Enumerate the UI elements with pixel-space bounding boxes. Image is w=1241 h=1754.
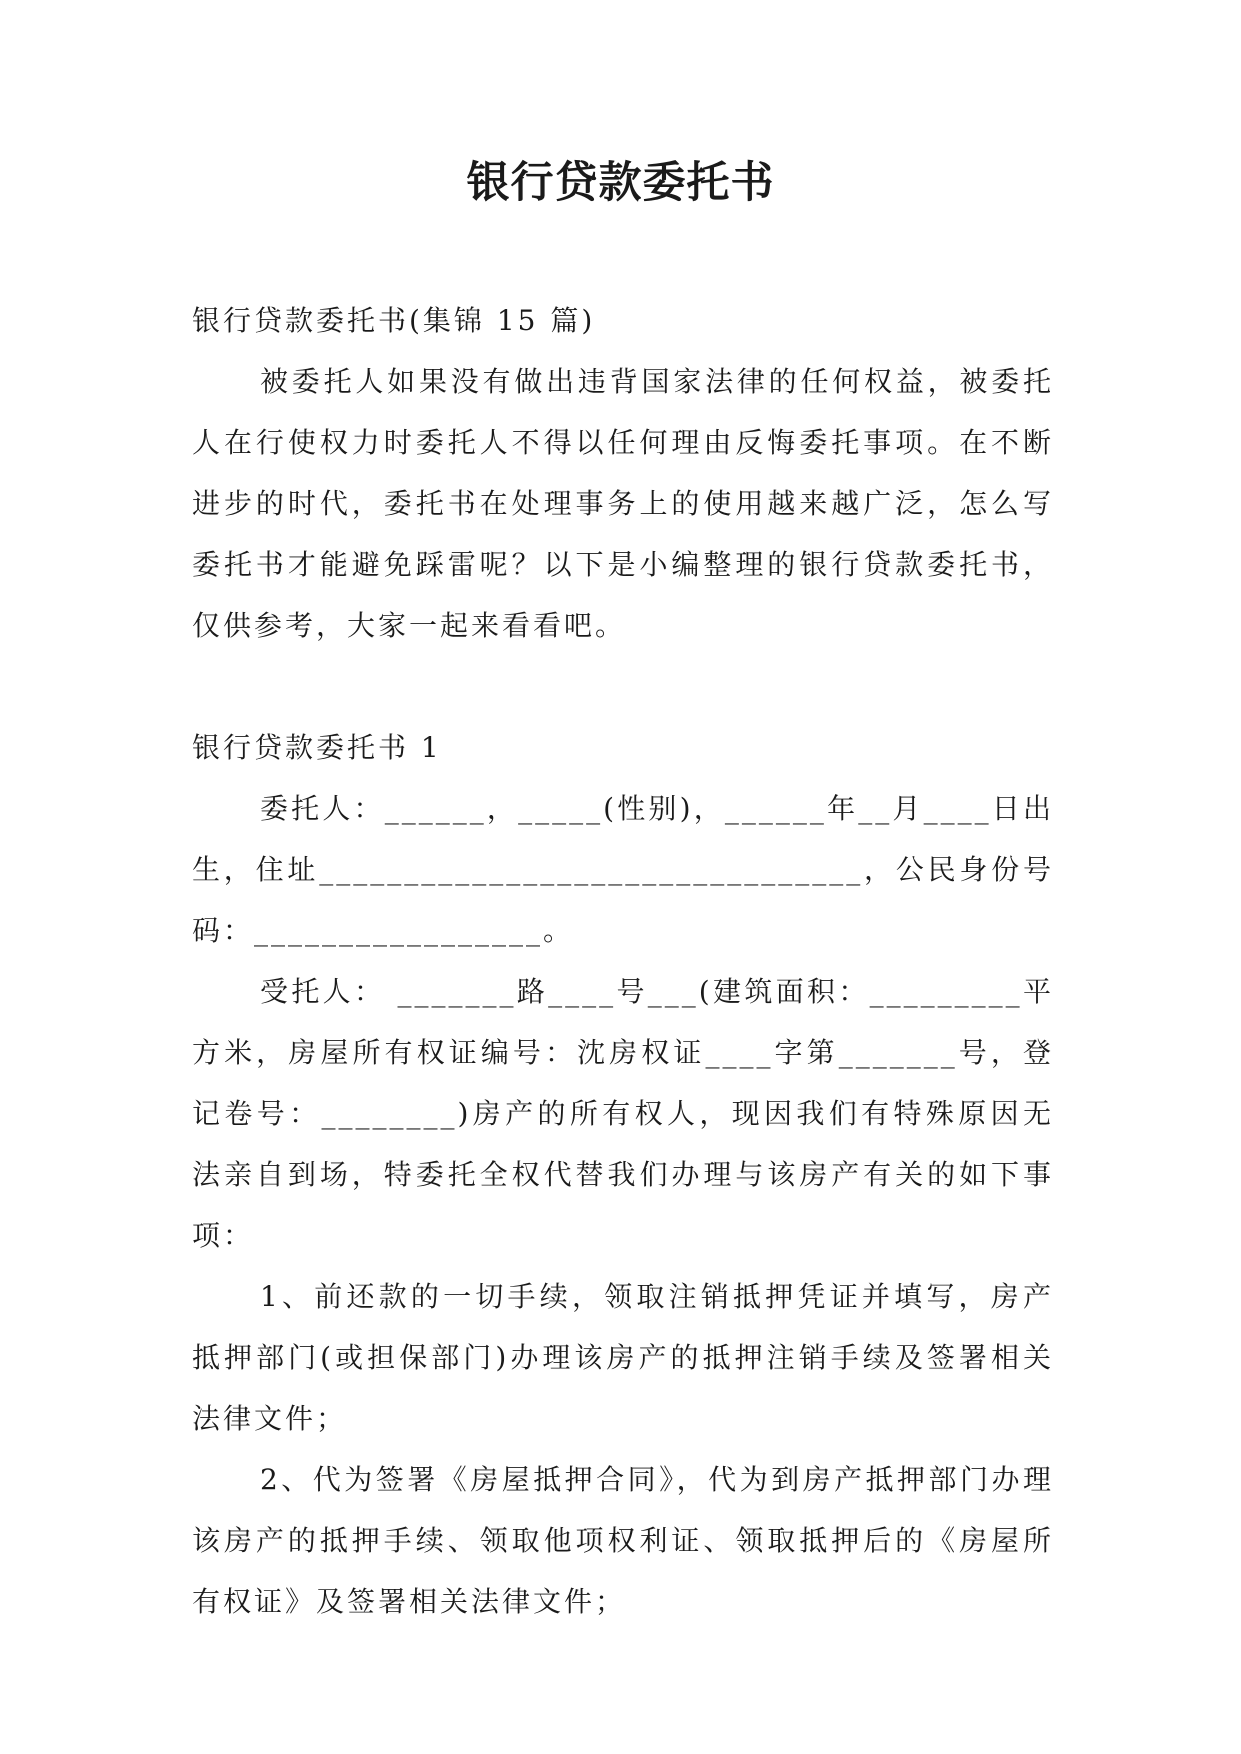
- intro-paragraph: 被委托人如果没有做出违背国家法律的任何权益，被委托人在行使权力时委托人不得以任何理由反悔委托事项。在不断进步的时代，委托书在处理事务上的使用越来越广泛，怎么写委托书才能避免踩雷呢？以下是小编整理的银行贷款委托书，仅供参考，大家一起来看看吧。: [192, 365, 1054, 642]
- document-body: [192, 290, 1054, 1632]
- section-heading: 银行贷款委托书 1: [192, 731, 442, 764]
- agent-paragraph: 受托人： _______路____号___(建筑面积：_________平方米，房屋所有权证编号：沈房权证____字第_______号，登记卷号：________)房产的所有权人，现因我们有特殊原因无法亲自到场，特委托全权代替我们办理与该房产有关的如下事项：: [192, 975, 1054, 1252]
- paragraph-spacer: [192, 656, 1054, 717]
- item-2-paragraph: 2、代为签署《房屋抵押合同》，代为到房产抵押部门办理该房产的抵押手续、领取他项权利证、领取抵押后的《房屋所有权证》及签署相关法律文件；: [192, 1463, 1054, 1618]
- collection-heading: 银行贷款委托书(集锦 15 篇): [192, 304, 596, 337]
- page-title: 银行贷款委托书: [466, 158, 775, 208]
- principal-paragraph: 委托人：______，_____(性别)，______年__月____日出生，住址________________________________，公民身份号码：_________________。: [192, 792, 1054, 947]
- item-1-paragraph: 1、前还款的一切手续，领取注销抵押凭证并填写，房产抵押部门(或担保部门)办理该房产的抵押注销手续及签署相关法律文件；: [192, 1280, 1054, 1435]
